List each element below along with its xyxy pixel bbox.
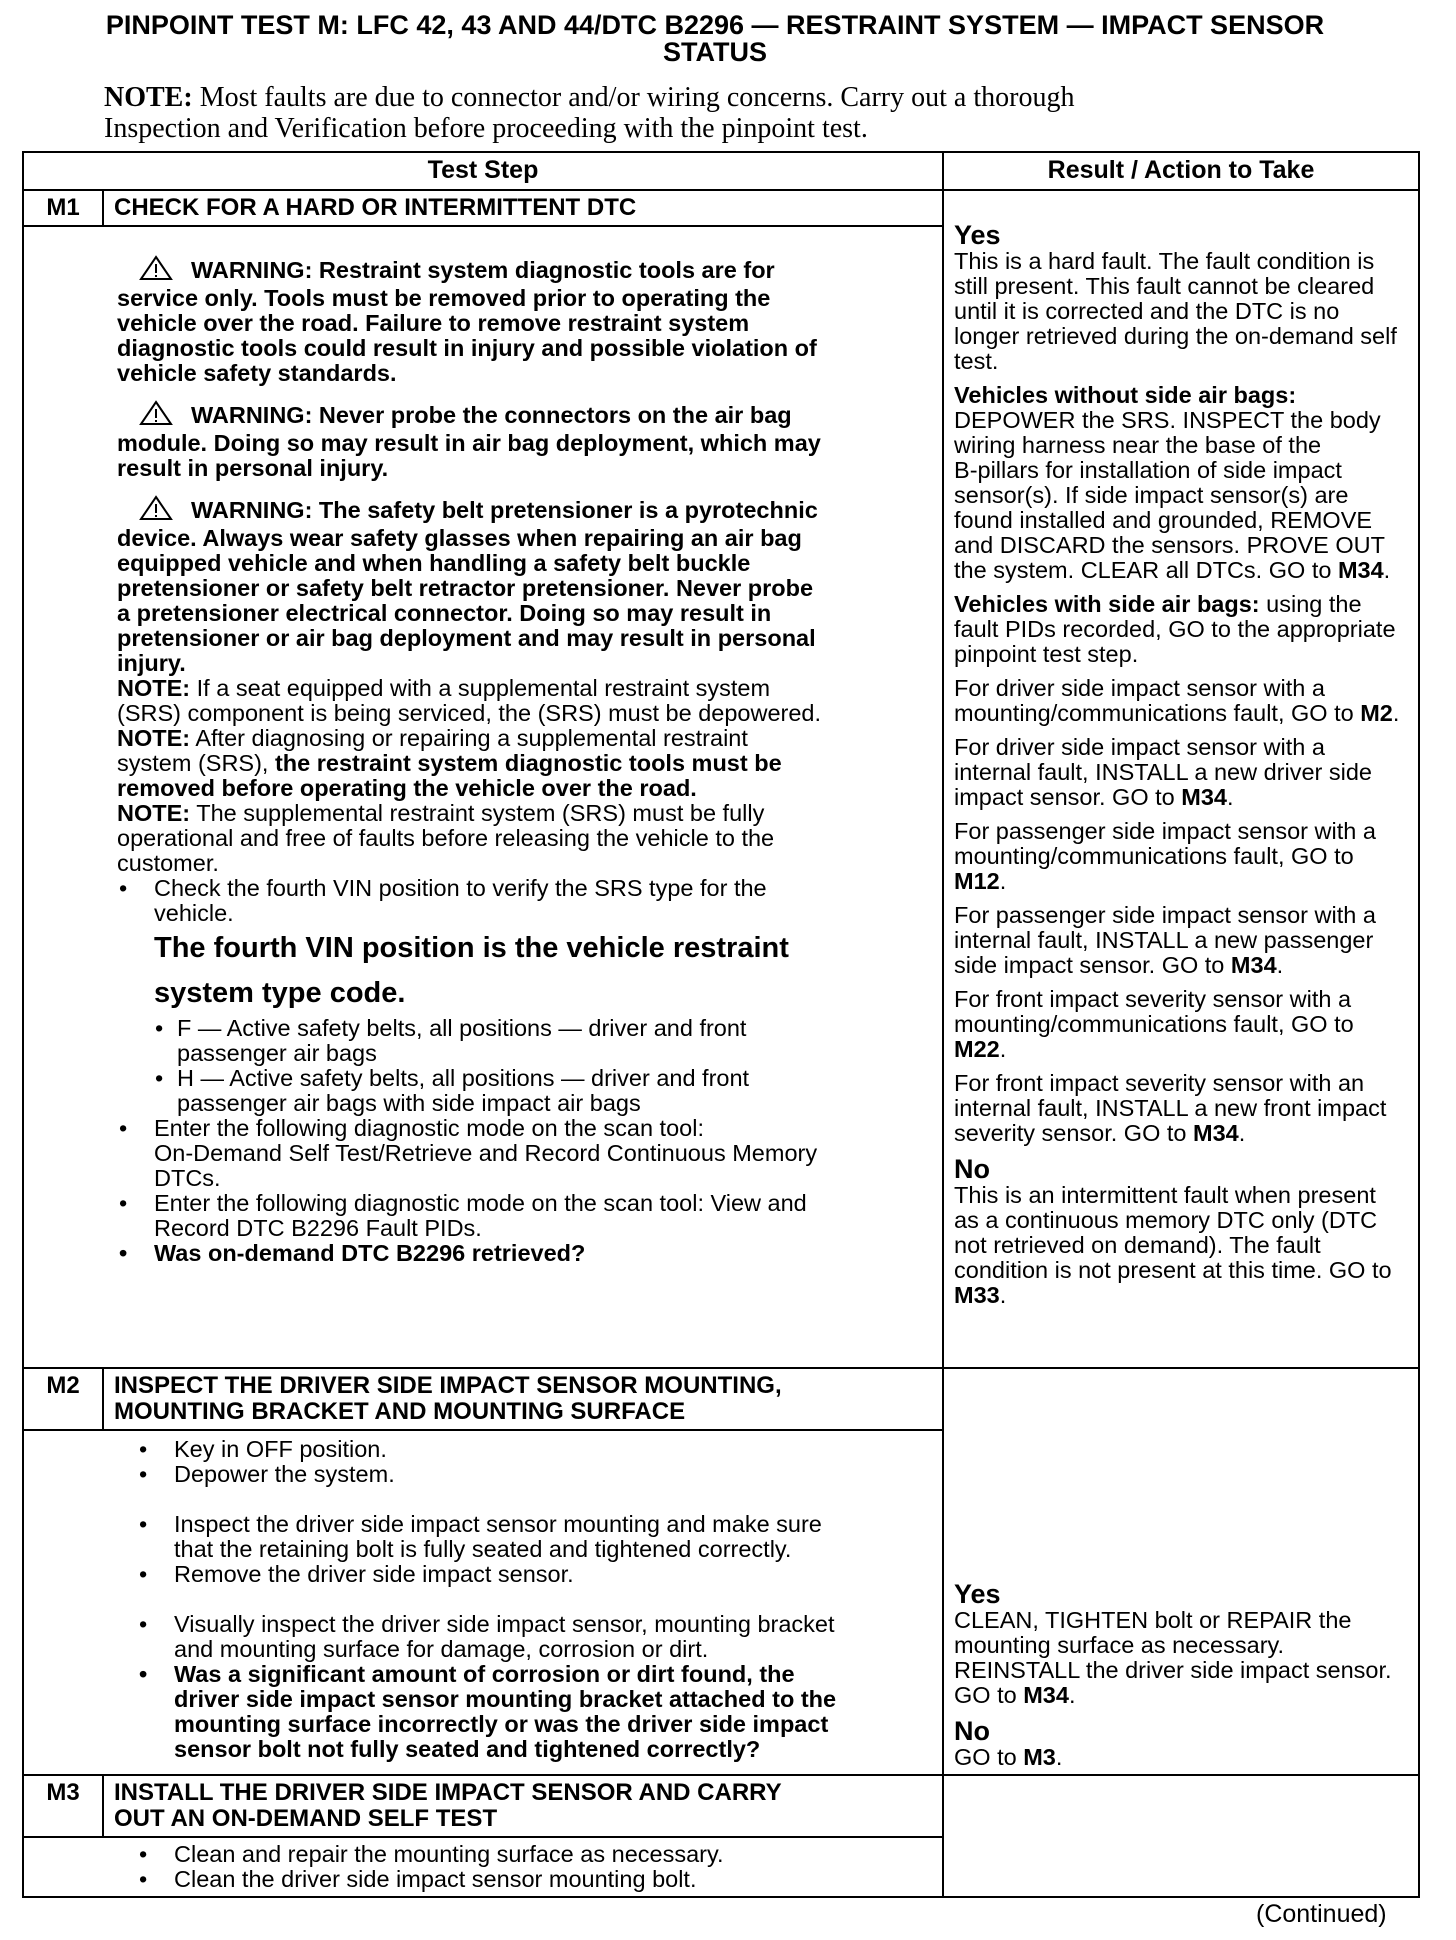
m2-step-remove-sensor: [137, 1562, 918, 1587]
line: and DISCARD the sensors. PROVE OUT: [954, 532, 1385, 558]
step-m2-result: [943, 1368, 1419, 1775]
goto-m34: M34: [1181, 784, 1227, 810]
vin-heading: [117, 926, 918, 1016]
line: For front impact severity sensor with a: [954, 986, 1352, 1012]
intro-note-line-2: Inspection and Verification before proceeding with the pinpoint test.: [104, 113, 868, 144]
line: Remove the driver side impact sensor.: [174, 1561, 574, 1587]
page-title: [30, 12, 1400, 66]
m3-step-clean-bolt: [137, 1867, 918, 1892]
m1-yes-text: [954, 249, 1410, 374]
line: system type code.: [154, 977, 406, 1009]
line: passenger air bags with side impact air bags: [177, 1090, 641, 1116]
line: pretensioner or safety belt retractor pretensioner. Never probe: [117, 575, 814, 601]
line: mounting/communications fault, GO to: [954, 1011, 1354, 1037]
line: equipped vehicle and when handling a safety belt buckle: [117, 550, 751, 576]
line: impact sensor. GO to: [954, 784, 1182, 810]
m1-front-comm: For front impact severity sensor with a mounting/communications fault, GO to M22.: [954, 986, 1354, 1062]
intro-note-label: NOTE:: [104, 82, 193, 113]
code-h: [117, 1066, 918, 1116]
line: For passenger side impact sensor with a: [954, 902, 1376, 928]
line: mounting surface incorrectly or was the driver side impact: [174, 1711, 829, 1737]
line: test.: [954, 348, 999, 374]
m1-with-side-bags: [954, 592, 1410, 667]
line: (SRS) component is being serviced, the (SRS) must be depowered.: [117, 700, 822, 726]
line: GO to: [954, 1682, 1024, 1708]
note-label: NOTE:: [117, 725, 191, 751]
line: WARNING: The safety belt pretensioner is a pyrotechnic: [191, 497, 818, 523]
line: operational and free of faults before releasing the vehicle to the: [117, 825, 775, 851]
col-header-result: Result / Action to Take: [943, 152, 1419, 190]
line: H — Active safety belts, all positions — driver and front: [177, 1065, 750, 1091]
line: the system. CLEAR all DTCs. GO to: [954, 557, 1338, 583]
warning-triangle-icon: [139, 400, 173, 431]
warning-1: [117, 255, 918, 386]
line: INSTALL THE DRIVER SIDE IMPACT SENSOR AND CARRY: [114, 1779, 782, 1806]
line: Enter the following diagnostic mode on the scan tool: View and: [154, 1190, 807, 1216]
bullet: •: [139, 1436, 148, 1462]
line: OUT AN ON-DEMAND SELF TEST: [114, 1805, 498, 1832]
warning-triangle-icon: [139, 495, 173, 526]
step-m1-title-row: [23, 190, 1419, 226]
line: severity sensor. GO to: [954, 1120, 1194, 1146]
line: found installed and grounded, REMOVE: [954, 507, 1373, 533]
line: removed before operating the vehicle over the road.: [117, 775, 697, 801]
line: INSPECT THE DRIVER SIDE IMPACT SENSOR MOUNTING,: [114, 1372, 782, 1399]
step-m3-title-row: [23, 1775, 1419, 1837]
step-m3-result: [943, 1775, 1419, 1897]
line: pretensioner or air bag deployment and may result in personal: [117, 625, 816, 651]
m2-step-key-off: [137, 1437, 918, 1462]
note-label: NOTE:: [117, 800, 191, 826]
line: vehicle.: [154, 900, 234, 926]
line: MOUNTING BRACKET AND MOUNTING SURFACE: [114, 1398, 686, 1425]
step-check-vin: [117, 876, 918, 926]
m2-no-label: No: [954, 1716, 991, 1746]
m2-yes-text: CLEAN, TIGHTEN bolt or REPAIR the mounting surface as necessary. REINSTALL the driver side impact sensor. GO to M34.: [954, 1607, 1392, 1708]
m1-with-label: Vehicles with side air bags:: [954, 591, 1260, 617]
line: vehicle over the road. Failure to remove restraint system: [117, 310, 750, 336]
bullet: •: [139, 1661, 148, 1687]
line: result in personal injury.: [117, 455, 389, 481]
intro-note: [104, 82, 1384, 144]
line: system (SRS),: [117, 750, 275, 776]
line: GO to: [954, 1744, 1024, 1770]
line: driver side impact sensor mounting bracket attached to the: [174, 1686, 837, 1712]
line: injury.: [117, 650, 186, 676]
line: service only. Tools must be removed prior to operating the: [117, 285, 771, 311]
bullet: •: [119, 1190, 128, 1216]
line: DEPOWER the SRS. INSPECT the body: [954, 407, 1381, 433]
m1-without-side-bags: Vehicles without side air bags: DEPOWER the SRS. INSPECT the body wiring harness near the base of the B-pillars for installation of side impact sensor(s). If side impact sensor(s) are found installed and grounded, REMOVE and DISCARD the sensors. PROVE OUT the system. CLEAR all DTCs. GO to M34.: [954, 382, 1391, 583]
bullet: •: [139, 1461, 148, 1487]
pinpoint-test-table: [22, 151, 1420, 1898]
line: internal fault, INSTALL a new passenger: [954, 927, 1374, 953]
m1-no-text: This is an intermittent fault when present as a continuous memory DTC only (DTC not retrieved on demand). The fault condition is not present at this time. GO to M33.: [954, 1182, 1392, 1308]
page-title-line-2: STATUS: [663, 37, 767, 67]
line: For driver side impact sensor with a: [954, 675, 1325, 701]
m1-front-internal: For front impact severity sensor with an internal fault, INSTALL a new front impact severity sensor. GO to M34.: [954, 1070, 1387, 1146]
note-srs-operational: [117, 801, 918, 876]
line: the restraint system diagnostic tools must be: [274, 750, 782, 776]
line: passenger air bags: [177, 1040, 377, 1066]
step-m2-body: [23, 1430, 943, 1775]
step-mode-self-test: [117, 1116, 918, 1191]
line: condition is not present at this time. GO to: [954, 1257, 1392, 1283]
warning-3: [117, 495, 918, 676]
m1-without-label: Vehicles without side air bags:: [954, 382, 1297, 408]
warning-triangle-icon: [139, 255, 173, 286]
line: still present. This fault cannot be cleared: [954, 273, 1375, 299]
line: Clean and repair the mounting surface as necessary.: [174, 1841, 724, 1867]
m2-step-inspect-mounting: [137, 1512, 918, 1562]
line: that the retaining bolt is fully seated and tightened correctly.: [174, 1536, 792, 1562]
m2-question: [137, 1662, 918, 1762]
goto-m2: M2: [1360, 700, 1393, 726]
line: longer retrieved during the on-demand self: [954, 323, 1397, 349]
bullet: •: [119, 1115, 128, 1141]
line: fault PIDs recorded, GO to the appropriate: [954, 616, 1396, 642]
line: internal fault, INSTALL a new front impact: [954, 1095, 1387, 1121]
goto-m3: M3: [1023, 1744, 1056, 1770]
note-srs-seat: [117, 676, 918, 726]
step-m3-title: [103, 1775, 943, 1837]
code-f: [117, 1016, 918, 1066]
bullet: •: [139, 1611, 148, 1637]
warning-2: [117, 400, 918, 481]
line: DTCs.: [154, 1165, 221, 1191]
step-m1-question: [117, 1241, 918, 1266]
line: Check the fourth VIN position to verify the SRS type for the: [154, 875, 767, 901]
line: Was a significant amount of corrosion or dirt found, the: [174, 1661, 795, 1687]
step-m2-title: [103, 1368, 943, 1430]
step-m1-result: [943, 190, 1419, 1368]
line: For passenger side impact sensor with a: [954, 818, 1376, 844]
goto-m34: M34: [1023, 1682, 1069, 1708]
m1-driver-internal: For driver side impact sensor with a internal fault, INSTALL a new driver side impact sensor. GO to M34.: [954, 734, 1372, 810]
line: and mounting surface for damage, corrosion or dirt.: [174, 1636, 709, 1662]
step-m3-id: M3: [23, 1775, 103, 1837]
m1-passenger-internal: For passenger side impact sensor with a internal fault, INSTALL a new passenger side impact sensor. GO to M34.: [954, 902, 1376, 978]
line: sensor(s). If side impact sensor(s) are: [954, 482, 1349, 508]
line: F — Active safety belts, all positions — driver and front: [177, 1015, 747, 1041]
step-m2-title-row: [23, 1368, 1419, 1430]
line: diagnostic tools could result in injury and possible violation of: [117, 335, 817, 361]
intro-note-line-1: Most faults are due to connector and/or wiring concerns. Carry out a thorough: [192, 82, 1075, 113]
bullet: •: [119, 1240, 128, 1266]
step-m3-body: [23, 1837, 943, 1897]
col-header-test-step: Test Step: [23, 152, 943, 190]
line: as a continuous memory DTC only (DTC: [954, 1207, 1378, 1233]
m1-passenger-comm: For passenger side impact sensor with a mounting/communications fault, GO to M12.: [954, 818, 1376, 894]
table-header-row: [23, 152, 1419, 190]
bullet: •: [139, 1866, 148, 1892]
line: REINSTALL the driver side impact sensor.: [954, 1657, 1392, 1683]
line: For front impact severity sensor with an: [954, 1070, 1365, 1096]
goto-m34: M34: [1337, 557, 1384, 583]
line: side impact sensor. GO to: [954, 952, 1231, 978]
step-m1-body: [23, 226, 943, 1368]
line: This is a hard fault. The fault condition is: [954, 248, 1375, 274]
line: using the: [1259, 591, 1362, 617]
line: device. Always wear safety glasses when repairing an air bag: [117, 525, 802, 551]
line: The supplemental restraint system (SRS) must be fully: [190, 800, 765, 826]
goto-m34: M34: [1230, 952, 1277, 978]
line: Depower the system.: [174, 1461, 395, 1487]
goto-m33: M33: [954, 1282, 1000, 1308]
line: Record DTC B2296 Fault PIDs.: [154, 1215, 482, 1241]
line: customer.: [117, 850, 219, 876]
line: WARNING: Never probe the connectors on the air bag: [191, 402, 792, 428]
line: not retrieved on demand). The fault: [954, 1232, 1321, 1258]
line: mounting/communications fault, GO to: [954, 700, 1361, 726]
line: Was on-demand DTC B2296 retrieved?: [154, 1240, 586, 1266]
m2-step-depower: [137, 1462, 918, 1487]
line: mounting surface as necessary.: [954, 1632, 1285, 1658]
line: This is an intermittent fault when present: [954, 1182, 1376, 1208]
step-m1-id: M1: [23, 190, 103, 226]
line: On-Demand Self Test/Retrieve and Record Continuous Memory: [154, 1140, 818, 1166]
goto-m12: M12: [954, 868, 1000, 894]
continued-footer: (Continued): [1256, 1900, 1387, 1928]
m3-step-clean-surface: [137, 1842, 918, 1867]
line: vehicle safety standards.: [117, 360, 397, 386]
line: a pretensioner electrical connector. Doing so may result in: [117, 600, 772, 626]
line: sensor bolt not fully seated and tightened correctly?: [174, 1736, 761, 1762]
line: WARNING: Restraint system diagnostic tools are for: [191, 257, 775, 283]
line: After diagnosing or repairing a supplemental restraint: [190, 725, 748, 751]
bullet: •: [139, 1561, 148, 1587]
bullet: •: [139, 1841, 148, 1867]
m1-yes-label: Yes: [954, 220, 1001, 250]
goto-m34: M34: [1193, 1120, 1239, 1146]
note-label: NOTE:: [117, 675, 191, 701]
line: module. Doing so may result in air bag deployment, which may: [117, 430, 821, 456]
line: The fourth VIN position is the vehicle restraint: [154, 932, 789, 964]
step-m2-id: M2: [23, 1368, 103, 1430]
line: For driver side impact sensor with a: [954, 734, 1325, 760]
line: Clean the driver side impact sensor mounting bolt.: [174, 1866, 697, 1892]
line: CLEAN, TIGHTEN bolt or REPAIR the: [954, 1607, 1352, 1633]
m2-yes-label: Yes: [954, 1579, 1001, 1609]
step-m1-title: CHECK FOR A HARD OR INTERMITTENT DTC: [103, 190, 943, 226]
line: If a seat equipped with a supplemental restraint system: [190, 675, 771, 701]
m1-no-label: No: [954, 1154, 991, 1184]
m1-driver-comm: For driver side impact sensor with a mounting/communications fault, GO to M2.: [954, 675, 1400, 726]
line: B-pillars for installation of side impact: [954, 457, 1342, 483]
page-title-line-1: PINPOINT TEST M: LFC 42, 43 AND 44/DTC B2296 — RESTRAINT SYSTEM — IMPACT SENSOR: [105, 10, 1325, 40]
bullet: •: [119, 875, 128, 901]
line: internal fault, INSTALL a new driver side: [954, 759, 1372, 785]
goto-m22: M22: [954, 1036, 1000, 1062]
bullet: •: [139, 1511, 148, 1537]
line: mounting/communications fault, GO to: [954, 843, 1354, 869]
note-after-diagnosing: [117, 726, 918, 801]
line: pinpoint test step.: [954, 641, 1139, 667]
line: Visually inspect the driver side impact sensor, mounting bracket: [174, 1611, 835, 1637]
m2-no-text: GO to M3.: [954, 1744, 1063, 1770]
line: Enter the following diagnostic mode on the scan tool:: [154, 1115, 704, 1141]
line: wiring harness near the base of the: [954, 432, 1322, 458]
bullet: •: [155, 1015, 164, 1041]
m2-step-visual-inspect: [137, 1612, 918, 1662]
line: until it is corrected and the DTC is no: [954, 298, 1340, 324]
line: Key in OFF position.: [174, 1436, 387, 1462]
bullet: •: [155, 1065, 164, 1091]
step-mode-fault-pids: [117, 1191, 918, 1241]
line: Inspect the driver side impact sensor mounting and make sure: [174, 1511, 822, 1537]
